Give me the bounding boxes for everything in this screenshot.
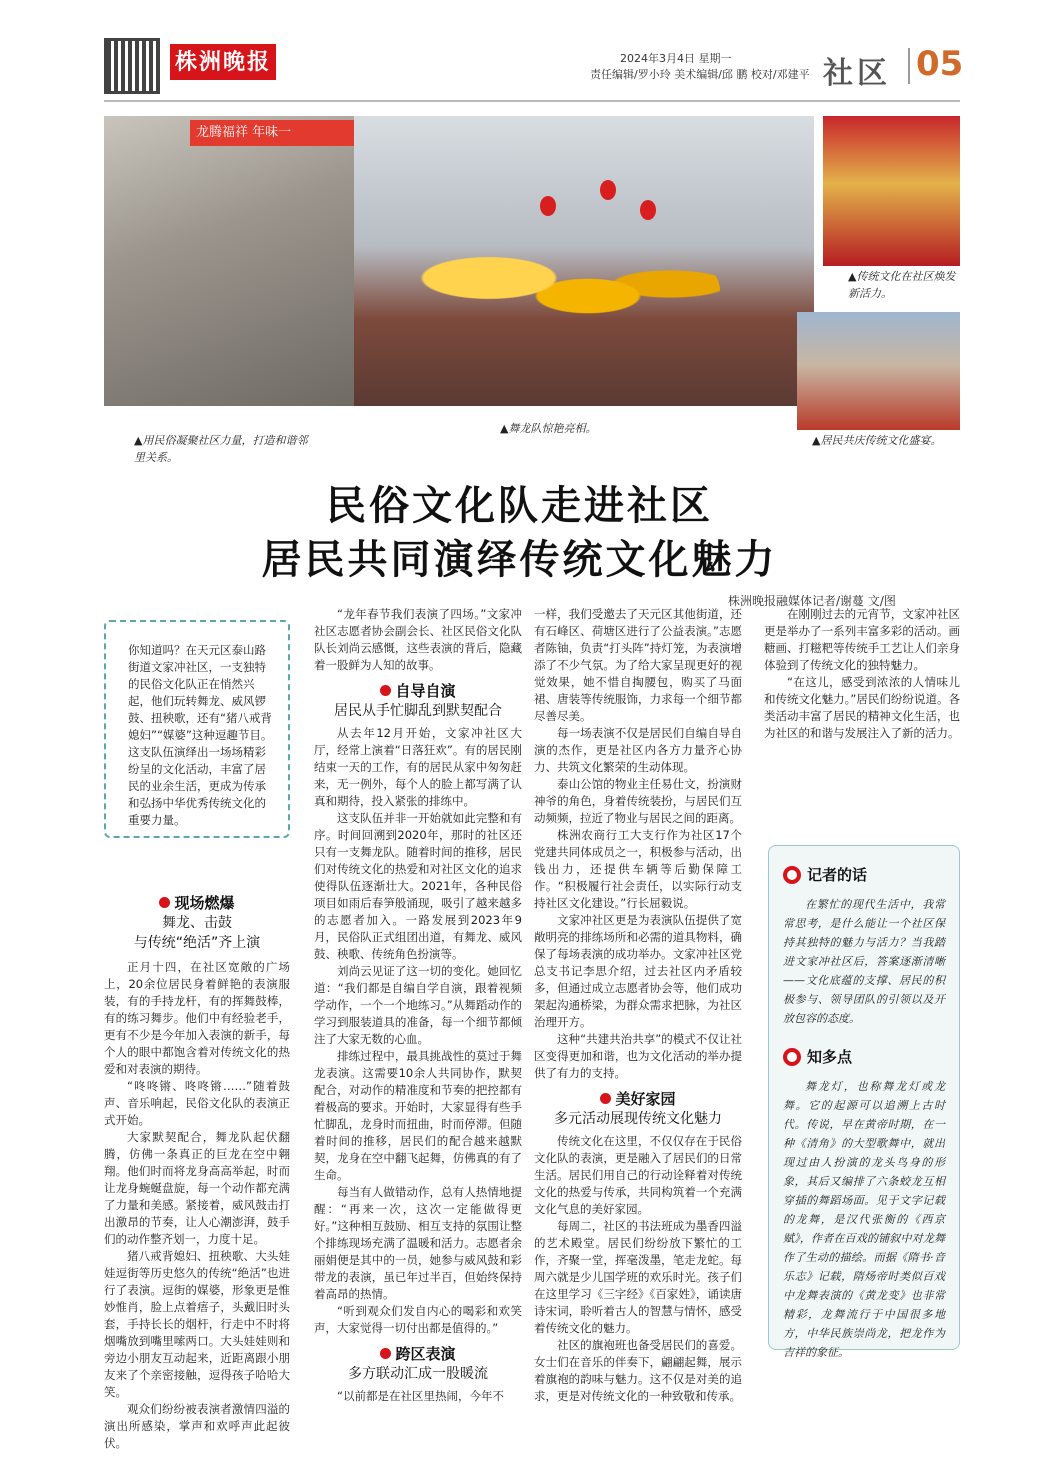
dragon-figure (390, 230, 720, 350)
section-subheading: 多元活动展现传统文化魅力 (554, 1111, 722, 1127)
bullet-dot-icon (600, 1093, 611, 1104)
header-rule (104, 100, 960, 102)
headline-line-1: 民俗文化队走进社区 (326, 483, 713, 529)
section-subheading: 与传统“绝活”齐上演 (133, 935, 261, 951)
reporter-note: 在繁忙的现代生活中，我常常思考，是什么能让一个社区保持其独特的魅力与活力？当我踏进文家冲社区后，答案逐渐清晰——文化底蕴的支撑、居民的积极参与、领导团队的引领以及开放包容的态度。 (783, 898, 945, 1025)
column-4 (764, 606, 960, 742)
paragraph: “听到观众们发自内心的喝彩和欢笑声，大家觉得一切付出都是值得的。” (314, 1304, 522, 1335)
section-heading: 自导自演 (314, 680, 522, 701)
lantern-icon (600, 180, 616, 200)
paragraph: “咚咚锵、咚咚锵……”随着鼓声、音乐响起，民俗文化队的表演正式开始。 (104, 1079, 290, 1127)
section-name: 社区 (823, 56, 891, 91)
editors-line: 责任编辑/罗小玲 美术编辑/邱 鹏 校对/邓建平 (590, 68, 810, 81)
photo-street-parade (797, 312, 960, 430)
paragraph: 这种“共建共治共享”的模式不仅让社区变得更加和谐，也为文化活动的举办提供了有力的支持。 (534, 1032, 742, 1080)
photo-caption-1: ▲用民俗凝聚社区力量，打造和谐邻里关系。 (134, 434, 308, 464)
column-2 (314, 606, 522, 1405)
intro-text: 你知道吗？在天元区泰山路街道文家冲社区，一支独特的民俗文化队正在悄然兴起，他们玩转舞龙、威风锣鼓、扭秧歌，还有“猪八戒背媳妇”“媒婆”这种逗趣节目。这支队伍演绎出一场场精彩纷呈的文化活动，丰富了居民的业余生活，更成为传承和弘扬中华优秀传统文化的重要力量。 (128, 643, 273, 827)
paragraph: 株洲农商行工大支行作为社区17个党建共同体成员之一，积极参与活动，出钱出力，还提供车辆等后勤保障工作。“积极履行社会责任，以实际行动支持社区文化建设。”行长屈毅说。 (534, 828, 742, 910)
column-3 (534, 606, 742, 1405)
section-heading: 现场燃爆 (104, 892, 290, 913)
paragraph: 传统文化在这里，不仅仅存在于民俗文化队的表演，更是融入了居民们的日常生活。居民们用自己的行动诠释着对传统文化的热爱与传承，共同构筑着一个充满文化气息的美好家园。 (534, 1134, 742, 1216)
paragraph: 每周二，社区的书法班成为墨香四溢的艺术殿堂。居民们纷纷放下繁忙的工作，齐聚一堂，挥毫泼墨，笔走龙蛇。每周六就是少儿国学班的欢乐时光。孩子们在这里学习《三字经》《百家姓》，诵读唐诗宋词，聆听着古人的智慧与情怀，感受着传统文化的魅力。 (534, 1219, 742, 1335)
column-text (104, 959, 290, 1452)
paragraph: “以前都是在社区里热闹，今年不 (337, 1389, 504, 1403)
paragraph: 每当有人做错动作，总有人热情地提醒：“再来一次，这次一定能做得更好。”这种相互鼓励、相互支持的氛围让整个排练现场充满了温暖和活力。志愿者余丽娟便是其中的一员，她参与威风鼓和彩带龙的表演，虽已年过半百，但始终保持着高昂的热情。 (314, 1185, 522, 1301)
issue-date: 2024年3月4日 星期一 (620, 52, 732, 65)
lantern-icon (640, 200, 656, 220)
section-subheading: 舞龙、击鼓 (162, 915, 232, 931)
paragraph: 文家冲社区更是为表演队伍提供了宽敞明亮的排练场所和必需的道具物料，确保了每场表演的成功举办。文家冲社区党总支书记李思介绍，过去社区内矛盾较多，但通过成立志愿者协会等，他们成功架起沟通桥梁，为群众需求把脉，为社区治理开方。 (534, 913, 742, 1029)
paragraph: 泰山公馆的物业主任易仕文，扮演财神爷的角色，身着传统装扮，与居民们互动频频，拉近了物业与居民之间的距离。 (534, 777, 742, 825)
column-text (534, 1133, 742, 1405)
page-number: 05 (916, 44, 964, 84)
newspaper-logo: 株洲晚报 (170, 44, 276, 80)
sidebar-box (768, 845, 960, 1359)
paragraph: 刘尚云见证了这一切的变化。她回忆道：“我们都是自编自学自演，跟着视频学动作，一个一个地练习。”从舞蹈动作的学习到服装道具的准备，每一个细节都倾注了大家无数的心血。 (314, 964, 522, 1046)
photo-caption-4: ▲居民共庆传统文化盛宴。 (812, 434, 942, 447)
bullet-dot-icon (380, 1348, 391, 1359)
paragraph: 大家默契配合，舞龙队起伏翻腾，仿佛一条真正的巨龙在空中翱翔。他们时而将龙身高高举起，时而让龙身蜿蜒盘旋，每一个动作都充满了力量和美感。紧接着，威风鼓击打出激昂的节奏，让人心潮澎湃，鼓手们的动作整齐划一，力度十足。 (104, 1130, 290, 1246)
column-1 (104, 892, 290, 1452)
paragraph: 一样，我们受邀去了天元区其他街道，还有石峰区、荷塘区进行了公益表演。”志愿者陈铀，负责“打头阵”持灯笼，为表演增添了不少气氛。为了给大家呈现更好的视觉效果，她不惜自掏腰包，购买了马面裙、唐装等传统服饰，力求每一个细节都尽善尽美。 (534, 607, 742, 723)
qr-code (104, 38, 160, 94)
header-divider (908, 48, 910, 84)
lantern-icon (540, 196, 556, 216)
sidebar-heading: 知多点 (783, 1046, 945, 1067)
bullet-dot-icon (380, 685, 391, 696)
paragraph: 观众们纷纷被表演者激情四溢的演出所感染，掌声和欢呼声此起彼伏。 (104, 1402, 290, 1450)
paragraph: “龙年春节我们表演了四场。”文家冲社区志愿者协会副会长、社区民俗文化队队长刘尚云感慨，这些表演的背后，隐藏着一股鲜为人知的故事。 (314, 607, 522, 672)
section-heading: 美好家园 (534, 1088, 742, 1109)
column-text (534, 606, 742, 1082)
photo-god-of-wealth (823, 116, 960, 266)
section-subheading: 居民从手忙脚乱到默契配合 (334, 703, 502, 719)
paragraph: 在刚刚过去的元宵节，文家冲社区更是举办了一系列丰富多彩的活动。画糖画、打糍粑等传统手工艺让人们亲身体验到了传统文化的独特魅力。 (764, 607, 960, 672)
bullet-dot-icon (159, 897, 170, 908)
photo-caption-3: ▲传统文化在社区焕发新活力。 (848, 270, 956, 300)
paragraph: 排练过程中，最具挑战性的莫过于舞龙表演。这需要10余人共同协作，默契配合，对动作的精准度和节奏的把控都有着极高的要求。开始时，大家显得有些手忙脚乱，龙身时而扭曲，时而停滞。但随着时间的推移，居民们的配合越来越默契，龙身在空中翻飞起舞，仿佛真的有了生命。 (314, 1049, 522, 1182)
photo-rice-pounding (104, 116, 354, 406)
sidebar-heading: 记者的话 (783, 864, 945, 885)
byline: 株洲晚报融媒体记者/谢蔓 文/图 (728, 594, 896, 608)
photo-caption-2: ▲舞龙队惊艳亮相。 (500, 422, 597, 435)
ring-bullet-icon (783, 1048, 801, 1066)
ring-bullet-icon (783, 866, 801, 884)
paragraph: 社区的旗袍班也备受居民们的喜爱。女士们在音乐的伴奏下，翩翩起舞，展示着旗袍的韵味与魅力。这不仅是对美的追求，更是对传统文化的一种致敬和传承。 (534, 1338, 742, 1403)
photo-banner-text: 龙腾福祥 年味一 (190, 120, 355, 146)
paragraph: 这支队伍并非一开始就如此完整和有序。时间回溯到2020年，那时的社区还只有一支舞龙队。随着时间的推移，居民们对传统文化的热爱和对社区文化的追求使得队伍逐渐壮大。2021年，各种民俗项目如雨后春笋般涌现，吸引了越来越多的志愿者加入。一路发展到2023年9月，民俗队正式组团出道，有舞龙、威风鼓、秧歌、传统角色扮演等。 (314, 811, 522, 961)
knowledge-note: 舞龙灯，也称舞龙灯或龙舞。它的起源可以追溯上古时代。传说，早在黄帝时期，在一种《清角》的大型歌舞中，就出现过由人扮演的龙头鸟身的形象，其后又编排了六条蛟龙互相穿插的舞蹈场面。见于文字记载的龙舞，是汉代张衡的《西京赋》，作者在百戏的铺叙中对龙舞作了生动的描绘。而据《隋书·音乐志》记载，隋炀帝时类似百戏中龙舞表演的《黄龙变》也非常精彩，龙舞流行于中国很多地方，中华民族崇尚龙，把龙作为吉祥的象征。 (783, 1080, 945, 1359)
intro-box (104, 620, 290, 838)
paragraph: 正月十四，在社区宽敞的广场上，20余位居民身着鲜艳的表演服装，有的手持龙杆，有的挥舞鼓棒，有的练习舞步。他们中有经验老手，更有不少是今年加入表演的新手，每个人的眼中都饱含着对传统文化的热爱和对表演的期待。 (104, 960, 290, 1076)
column-text (314, 725, 522, 1337)
column-text (764, 606, 960, 742)
paragraph: “在这儿，感受到浓浓的人情味儿和传统文化魅力。”居民们纷纷说道。各类活动丰富了居民的精神文化生活，也为社区的和谐与发展注入了新的活力。 (764, 675, 960, 740)
paragraph: 每一场表演不仅是居民们自编自导自演的杰作，更是社区内各方力量齐心协力、共筑文化繁荣的生动体现。 (534, 726, 742, 774)
column-text (314, 606, 522, 674)
headline-line-2: 居民共同演绎传统文化魅力 (261, 537, 778, 583)
section-heading: 跨区表演 (314, 1343, 522, 1364)
paragraph: 从去年12月开始，文家冲社区大厅，经常上演着“日落狂欢”。有的居民刚结束一天的工作，有的居民从家中匆匆赶来，无一例外，每个人的脸上都写满了认真和期待，投入紧张的排练中。 (314, 726, 522, 808)
column-text (314, 1388, 522, 1405)
section-subheading: 多方联动汇成一股暖流 (348, 1366, 488, 1382)
paragraph: 猪八戒背媳妇、扭秧歌、大头娃娃逗街等历史悠久的传统“绝活”也进行了表演。逗街的媒婆，形象更是惟妙惟肖，脸上点着痦子，头戴旧时头套，手持长长的烟杆，行走中不时将烟嘴放到嘴里嗦两口。大头娃娃则和旁边小朋友互动起来，近距离跟小朋友来了个亲密接触，逗得孩子哈哈大笑。 (104, 1249, 290, 1399)
